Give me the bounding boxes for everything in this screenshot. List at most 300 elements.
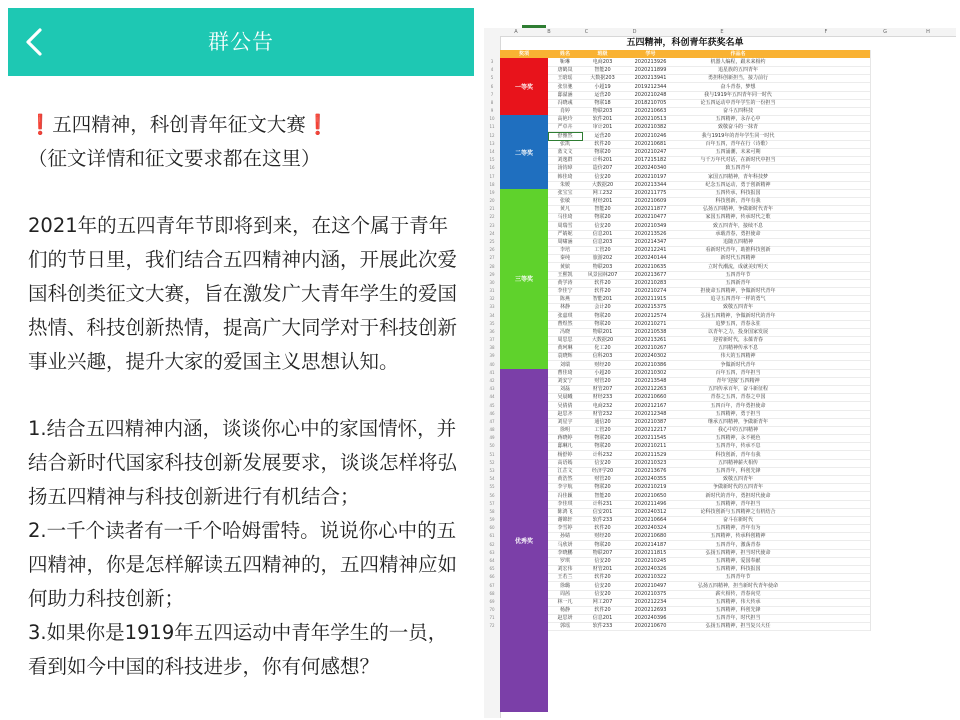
table-cell: 看新时代青年，助推科技创新	[705, 247, 771, 254]
row-number: 33	[489, 304, 495, 310]
table-cell: 2020210247	[634, 148, 667, 155]
table-cell: 运营20	[594, 132, 611, 139]
table-cell: 五四精神，科技报国	[715, 566, 761, 573]
table-cell: 运营20	[594, 91, 611, 98]
row-number: 13	[489, 140, 495, 146]
table-cell: 科技创新，青年有我	[715, 198, 761, 205]
table-cell: 物联20	[594, 320, 611, 327]
table-cell: 汤钧璋	[557, 165, 573, 172]
table-cell: 大数据20	[591, 181, 614, 188]
table-cell: 五四新青年	[725, 279, 751, 286]
row-number: 4	[490, 67, 494, 73]
row-number: 34	[489, 312, 495, 318]
table-cell: 智能20	[594, 67, 611, 74]
table-cell: 李雪婷	[557, 525, 573, 532]
table-cell: 2020211545	[634, 435, 667, 442]
table-cell: 五四精神，青年担当	[715, 500, 761, 507]
table-cell: 2020210322	[634, 574, 667, 581]
table-cell: 刘星宇	[557, 418, 573, 425]
row-number: 37	[489, 337, 495, 343]
table-cell: 软件201	[592, 116, 613, 123]
table-cell: 弘扬五四精神，担当复兴大任	[705, 623, 771, 630]
award-category: 一等奖	[500, 58, 548, 115]
row-number: 46	[489, 410, 495, 416]
table-cell: 高艳玲	[557, 116, 573, 123]
table-cell: 2020210386	[634, 361, 667, 368]
table-cell: 2020210274	[634, 288, 667, 295]
table-cell: 百年五四，青年在行（诗歌）	[705, 140, 771, 147]
table-cell: 五四精神，永不褪色	[715, 435, 761, 442]
table-cell: 软件233	[592, 623, 613, 630]
grid-line	[870, 50, 871, 631]
table-cell: 2020212263	[634, 386, 667, 393]
table-cell: 五四百年，青年勇担使命	[710, 402, 766, 409]
table-cell: 智能20	[594, 206, 611, 213]
exclamation-icon: ❗	[28, 113, 53, 136]
table-cell: 信安20	[594, 459, 611, 466]
row-number: 31	[489, 288, 495, 294]
table-cell: 财管207	[592, 386, 613, 393]
table-cell: 与千万年代对话，在新时代中担当	[700, 157, 776, 164]
table-cell: 2020211775	[634, 189, 667, 196]
requirement-item: 1.结合五四精神内涵，谈谈你心中的家国情怀，并结合新时代国家科技创新发展要求，谈谈怎样将弘扬五四精神与科技创新进行有机结合；	[28, 417, 458, 508]
table-cell: 刘逸群	[557, 157, 573, 164]
row-number: 68	[489, 590, 495, 596]
table-cell: 张嘉琪	[557, 312, 573, 319]
column-header: B	[532, 28, 567, 36]
row-number: 42	[489, 378, 495, 384]
row-number: 3	[490, 59, 494, 64]
table-cell: 周啸涵	[557, 238, 573, 245]
table-cell: 蒋晓婷	[557, 435, 573, 442]
table-cell: 五四精神，爱国奉献	[715, 557, 761, 564]
sheet-title: 五四精神，科创青年获奖名单	[626, 38, 744, 48]
table-cell: 弘扬五四精神，争做新时代青年	[702, 206, 773, 213]
table-cell: 物联203	[592, 108, 613, 115]
app-header	[8, 8, 474, 76]
table-cell: 奋斗在新时代	[722, 517, 753, 524]
table-cell: 小超20	[594, 369, 611, 376]
table-cell: 财经201	[592, 198, 613, 205]
table-cell: 徐璐	[559, 582, 570, 589]
table-cell: 财经20	[594, 361, 611, 368]
table-cell: 物联203	[592, 263, 613, 270]
table-cell: 2020210497	[634, 582, 667, 589]
table-row	[548, 622, 870, 631]
table-cell: 张崇驰	[557, 83, 573, 90]
table-cell: 奋斗五四科技	[722, 108, 753, 115]
row-number: 6	[490, 83, 494, 89]
row-number: 9	[490, 108, 494, 114]
table-cell: 伟大的五四精神	[720, 353, 756, 360]
row-number: 71	[489, 615, 495, 621]
table-cell: 造价207	[592, 165, 613, 172]
table-cell: 2020211899	[634, 67, 667, 74]
table-cell: 信安20	[594, 582, 611, 589]
table-cell: 2020210670	[634, 623, 667, 630]
row-number: 18	[489, 181, 495, 187]
column-header: H	[900, 28, 956, 36]
table-cell: 2020213941	[634, 75, 667, 82]
table-cell: 刘磊	[559, 386, 570, 393]
table-cell: 追梦五四，青春永驻	[715, 320, 761, 327]
row-number: 47	[489, 418, 495, 424]
table-cell: 致敬五四青年	[722, 304, 753, 311]
table-cell: 信安20	[594, 222, 611, 229]
table-cell: 2020240302	[634, 353, 667, 360]
table-cell: 2020240324	[634, 525, 667, 532]
table-cell: 工管20	[594, 247, 611, 254]
row-number: 61	[489, 533, 495, 539]
page-title: 群公告	[208, 30, 274, 54]
table-cell: 致五四青年	[725, 165, 751, 172]
table-cell: 朱媛	[559, 181, 570, 188]
table-cell: 2020210267	[634, 345, 667, 352]
table-cell: 曹煜然	[557, 320, 573, 327]
column-header: D	[607, 28, 663, 36]
table-cell: 立时代潮流，成就美好明天	[707, 263, 768, 270]
table-cell: 2020210664	[634, 517, 667, 524]
table-cell: 软件20	[594, 607, 611, 614]
table-cell: 2020213261	[634, 337, 667, 344]
table-cell: 2020213676	[634, 468, 667, 474]
table-cell: 2020212217	[634, 427, 667, 434]
table-cell: 信息201	[592, 230, 613, 237]
table-cell: 黄嫔	[559, 263, 570, 270]
table-cell: 2020240144	[634, 255, 667, 262]
table-cell: 软件20	[594, 525, 611, 532]
table-cell: 我心中的五四精神	[717, 427, 758, 434]
table-cell: 2020211529	[634, 451, 667, 458]
row-number: 11	[489, 124, 495, 130]
table-cell: 百年五四，青年担当	[715, 369, 761, 376]
row-number: 48	[489, 427, 495, 433]
header-cell: 学号	[645, 51, 656, 57]
table-cell: 青春之五四，青春之中国	[710, 394, 766, 401]
table-cell: 2020210609	[634, 198, 667, 205]
table-cell: 五四精神，勇于担当	[715, 410, 761, 417]
table-cell: 2020240312	[634, 508, 667, 515]
row-number: 8	[490, 99, 494, 105]
row-number: 15	[489, 157, 495, 163]
table-cell: 风景园林207	[587, 271, 618, 278]
table-cell: 2020210538	[634, 328, 667, 335]
table-cell: 2020212167	[634, 402, 667, 409]
table-cell: 争做新时代的五四青年	[712, 484, 763, 491]
row-number: 17	[489, 173, 495, 179]
table-cell: 大数据203	[590, 75, 615, 82]
exclamation-icon: ❗	[305, 113, 331, 136]
table-cell: 李宇航	[557, 484, 573, 491]
row-number: 70	[489, 607, 495, 613]
table-cell: 冯晓彧	[557, 99, 573, 106]
table-cell: 追寻五四青年一样的勇气	[710, 296, 766, 303]
table-cell: 家国五四精神，青年科技梦	[707, 173, 768, 180]
table-cell: 经济学20	[591, 468, 614, 474]
table-cell: 刘安宁	[557, 378, 573, 385]
table-cell: 大数据20	[591, 337, 614, 344]
row-number: 41	[489, 369, 495, 375]
table-cell: 勇担科创新担当，接力前行	[707, 75, 768, 82]
table-cell: 网工207	[592, 598, 613, 605]
header-cell: 作品名	[730, 51, 746, 57]
table-cell: 陈鸿飞	[557, 508, 573, 515]
table-cell: 五四青年节	[725, 574, 751, 581]
table-cell: 计科201	[592, 157, 613, 164]
table-cell: 担使命五四精神，争做新时代青年	[700, 288, 776, 295]
table-cell: 五四精神，永存心中	[715, 116, 761, 123]
table-cell: 2020210387	[634, 418, 667, 425]
row-number: 38	[489, 345, 495, 351]
table-cell: 2020212241	[634, 247, 667, 254]
table-cell: 杨静	[559, 607, 570, 614]
table-cell: 黄学涛	[557, 279, 573, 286]
announcement-intro: 2021年的五四青年节即将到来，在这个属于青年们的节日里，我们结合五四精神内涵，开展此次爱国科创类征文大赛，旨在激发广大青年学生的爱国热情、科技创新热情，提高广大同学对于科技创新事业兴趣，提升大家的爱国主义思想认知。	[28, 214, 458, 373]
table-cell: 徐明	[559, 427, 570, 434]
table-cell: 2020211815	[634, 549, 667, 556]
table-cell: 李晓鹏	[557, 549, 573, 556]
row-number: 57	[489, 500, 495, 506]
row-number: 51	[489, 451, 495, 457]
table-cell: 五四传承，科技报国	[715, 189, 761, 196]
active-cell	[548, 132, 583, 141]
row-number: 62	[489, 541, 495, 547]
row-number: 54	[489, 476, 495, 482]
row-number: 60	[489, 525, 495, 531]
table-cell: 2020210663	[634, 108, 667, 115]
table-cell: 2020215375	[634, 304, 667, 311]
table-cell: 赵思齐	[557, 410, 573, 417]
table-cell: 新时代的青年，勇担时代使命	[705, 492, 771, 499]
table-cell: 我与1919年的青年学生同一时代	[701, 132, 775, 139]
table-cell: 电商232	[592, 402, 613, 409]
table-cell: 财管20	[594, 378, 611, 385]
table-cell: 2020210349	[634, 222, 667, 229]
table-cell: 2020213548	[634, 378, 667, 385]
award-category: 三等奖	[500, 189, 548, 369]
row-number: 27	[489, 255, 495, 261]
table-cell: 2020210382	[634, 124, 667, 131]
table-cell: 舒雅然	[557, 132, 573, 139]
table-cell: 2020213926	[634, 59, 667, 65]
table-cell: 曹佳琦	[557, 369, 573, 376]
row-number: 67	[489, 582, 495, 588]
table-cell: 会计20	[594, 304, 611, 311]
table-cell: 周茜	[559, 590, 570, 597]
row-number: 63	[489, 549, 495, 555]
table-cell: 计科232	[592, 451, 613, 458]
row-number: 23	[489, 222, 495, 228]
table-cell: 赵思妍	[557, 615, 573, 622]
table-cell: 2020210219	[634, 484, 667, 491]
table-cell: 物联20	[594, 435, 611, 442]
table-cell: 2020210375	[634, 590, 667, 597]
row-number: 43	[489, 386, 495, 392]
table-cell: 2018210705	[634, 99, 667, 106]
table-cell: 2020213344	[634, 181, 667, 188]
table-cell: 机器人编程，跟未来相约	[710, 59, 766, 65]
award-category: 优秀奖	[500, 369, 548, 713]
table-cell: 2020211877	[634, 206, 667, 213]
table-cell: 邸溢涵	[557, 91, 573, 98]
table-cell: 电商203	[592, 59, 613, 65]
table-cell: 化工20	[594, 345, 611, 352]
table-cell: 五四青年，时代担当	[715, 615, 761, 622]
table-cell: 2020210246	[634, 132, 667, 139]
table-cell: 五四精神，青年有为	[715, 525, 761, 532]
table-cell: 王若兰	[557, 574, 573, 581]
table-cell: 2019212344	[634, 83, 667, 90]
table-cell: 通信20	[594, 418, 611, 425]
table-cell: 张凯	[559, 140, 570, 147]
table-cell: 软件20	[594, 574, 611, 581]
row-number: 64	[489, 557, 495, 563]
table-cell: 2020212574	[634, 312, 667, 319]
column-header: C	[566, 28, 608, 36]
row-number: 20	[489, 198, 495, 204]
table-cell: 邸琳凡	[557, 443, 573, 450]
row-number: 56	[489, 492, 495, 498]
table-cell: 冯佳颖	[557, 492, 573, 499]
row-number: 50	[489, 443, 495, 449]
award-category: 二等奖	[500, 115, 548, 189]
column-header: A	[500, 28, 533, 36]
table-cell: 承载青春，勇担使命	[715, 230, 761, 237]
spreadsheet-image	[484, 18, 956, 718]
table-cell: 追星族的五四青年	[717, 67, 758, 74]
table-cell: 软件20	[594, 288, 611, 295]
table-cell: 智能201	[592, 296, 613, 303]
table-cell: 2020240340	[634, 165, 667, 172]
table-header-row	[500, 50, 870, 58]
table-cell: 争做新时代青年	[720, 361, 756, 368]
column-header: E	[662, 28, 783, 36]
table-cell: 吴倩倩	[557, 402, 573, 409]
table-cell: 2020210271	[634, 320, 667, 327]
header-cell: 班级	[597, 51, 608, 57]
table-cell: 财经233	[592, 394, 613, 401]
table-cell: 物联20	[594, 214, 611, 221]
table-cell: 2020210513	[634, 116, 667, 123]
table-cell: 弘扬五四精神，争做新时代的青年	[700, 312, 776, 319]
table-cell: 信息203	[592, 238, 613, 245]
table-cell: 网工232	[592, 189, 613, 196]
table-cell: 马欣妍	[557, 541, 573, 548]
row-number: 5	[490, 75, 494, 81]
table-cell: 物联207	[592, 549, 613, 556]
table-cell: 秦纯	[559, 255, 570, 262]
table-cell: 物联201	[592, 328, 613, 335]
row-number: 58	[489, 508, 495, 514]
table-cell: 物联20	[594, 541, 611, 548]
table-cell: 以青年之力，投身国家发展	[707, 328, 768, 335]
table-cell: 五四青年，科创先锋	[715, 468, 761, 474]
table-cell: 信安20	[594, 173, 611, 180]
table-cell: 奋斗青春，梦想	[720, 83, 756, 90]
row-number: 7	[490, 91, 494, 97]
table-cell: 软件20	[594, 140, 611, 147]
table-cell: 物联20	[594, 484, 611, 491]
table-cell: 物联20	[594, 443, 611, 450]
table-cell: 林一凡	[557, 598, 573, 605]
table-cell: 2020210248	[634, 91, 667, 98]
table-cell: 薪火相传，青春向党	[715, 590, 761, 597]
table-cell: 家国五四精神，传承时代之歌	[705, 214, 771, 221]
table-cell: 致敬五四青年	[722, 476, 753, 483]
table-cell: 物联20	[594, 148, 611, 155]
table-cell: 2020212348	[634, 410, 667, 417]
announcement-content	[28, 108, 458, 684]
table-cell: 张敏	[559, 198, 570, 205]
table-cell: 五四青年，激荡青春	[715, 541, 761, 548]
table-cell: 李佳宁	[557, 288, 573, 295]
table-cell: 审计201	[592, 124, 613, 131]
table-cell: 2020211915	[634, 296, 667, 303]
table-cell: 信安20	[594, 557, 611, 564]
table-cell: 物联18	[594, 99, 611, 106]
table-cell: 论科技创新与五四精神之有机结合	[700, 508, 776, 515]
table-cell: 五四传承百年，奋斗新征程	[707, 386, 768, 393]
table-cell: 继承五四精神，争做新青年	[707, 418, 768, 425]
table-cell: 软件20	[594, 279, 611, 286]
table-cell: 计科231	[592, 500, 613, 507]
table-cell: 郭瑶	[559, 623, 570, 630]
table-cell: 信安20	[594, 590, 611, 597]
row-number: 55	[489, 484, 495, 490]
table-cell: 2020211496	[634, 500, 667, 507]
table-cell: 冯晓	[559, 328, 570, 335]
table-cell: 黄凡	[559, 206, 570, 213]
table-cell: 迎着新时代，永葆青春	[712, 337, 763, 344]
table-cell: 2020212693	[634, 607, 667, 614]
table-cell: 工管20	[594, 427, 611, 434]
table-cell: 刘宏伟	[557, 566, 573, 573]
table-cell: 陈燕	[559, 296, 570, 303]
table-cell: 李佳琪	[557, 500, 573, 507]
table-cell: 2020210635	[634, 263, 667, 270]
table-cell: 五四精神，伟大传承	[715, 598, 761, 605]
table-cell: 2020210681	[634, 140, 667, 147]
table-cell: 蓝文文	[557, 148, 573, 155]
table-cell: 周瑞雪	[557, 222, 573, 229]
table-cell: 孙婧	[559, 533, 570, 540]
table-cell: 肖婷	[559, 108, 570, 115]
table-cell: 靳琳	[559, 59, 570, 65]
table-cell: 青年‘迎接’五四精神	[716, 378, 760, 385]
table-cell: 王熙凯	[557, 271, 573, 278]
table-cell: 信科203	[592, 353, 613, 360]
table-cell: 2017215182	[634, 157, 667, 164]
table-cell: 五四精神，传承科创精神	[710, 533, 766, 540]
table-cell: 2020212234	[634, 598, 667, 605]
row-number: 65	[489, 566, 495, 572]
table-cell: 黄珂琳	[557, 345, 573, 352]
table-cell: 五四精神薪火相传	[717, 459, 758, 466]
table-cell: 2020214347	[634, 238, 667, 245]
row-number: 19	[489, 189, 495, 195]
row-number: 29	[489, 271, 495, 277]
table-cell: 科技创新，青年有我	[715, 451, 761, 458]
table-cell: 2020210302	[634, 369, 667, 376]
table-cell: 五四涌潮，未来可期	[715, 148, 761, 155]
row-number: 69	[489, 598, 495, 604]
table-cell: 李培	[559, 247, 570, 254]
table-cell: 杨舒婷	[557, 451, 573, 458]
row-number: 32	[489, 296, 495, 302]
table-cell: 我与1919年五四青年同一时代	[704, 91, 772, 98]
table-cell: 追随五四精神	[722, 238, 753, 245]
table-cell: 财管232	[592, 410, 613, 417]
